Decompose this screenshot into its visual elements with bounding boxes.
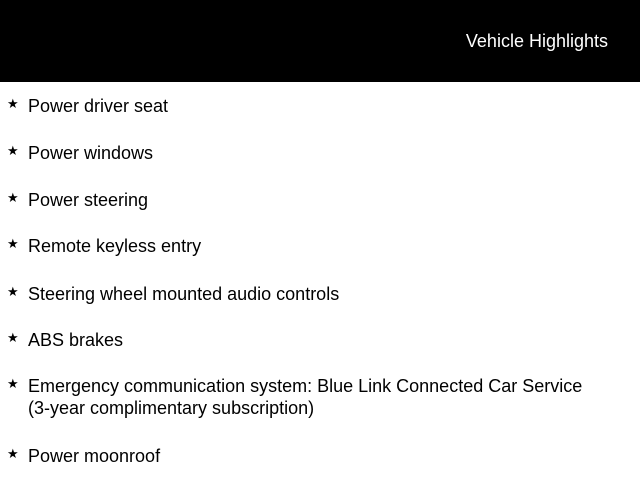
highlight-label: Power windows xyxy=(28,143,154,163)
page-title: Vehicle Highlights xyxy=(465,31,608,51)
highlight-label: Power driver seat xyxy=(28,96,169,116)
highlight-label: Steering wheel mounted audio controls xyxy=(28,284,340,304)
star-icon: ★ xyxy=(7,236,19,251)
highlight-label: ABS brakes xyxy=(28,330,124,350)
highlight-label: Power steering xyxy=(28,190,149,210)
star-icon: ★ xyxy=(7,143,19,158)
highlight-label: Emergency communication system: Blue Link Connected Car Service (3-year complimentary subscription) xyxy=(28,376,583,418)
star-icon: ★ xyxy=(7,190,19,205)
highlight-label: Remote keyless entry xyxy=(28,236,202,256)
star-icon: ★ xyxy=(7,376,19,391)
header-bar xyxy=(0,0,640,82)
star-icon: ★ xyxy=(7,446,19,461)
star-icon: ★ xyxy=(7,284,19,299)
star-icon: ★ xyxy=(7,96,19,111)
highlight-label: Power moonroof xyxy=(28,446,161,466)
star-icon: ★ xyxy=(7,330,19,345)
